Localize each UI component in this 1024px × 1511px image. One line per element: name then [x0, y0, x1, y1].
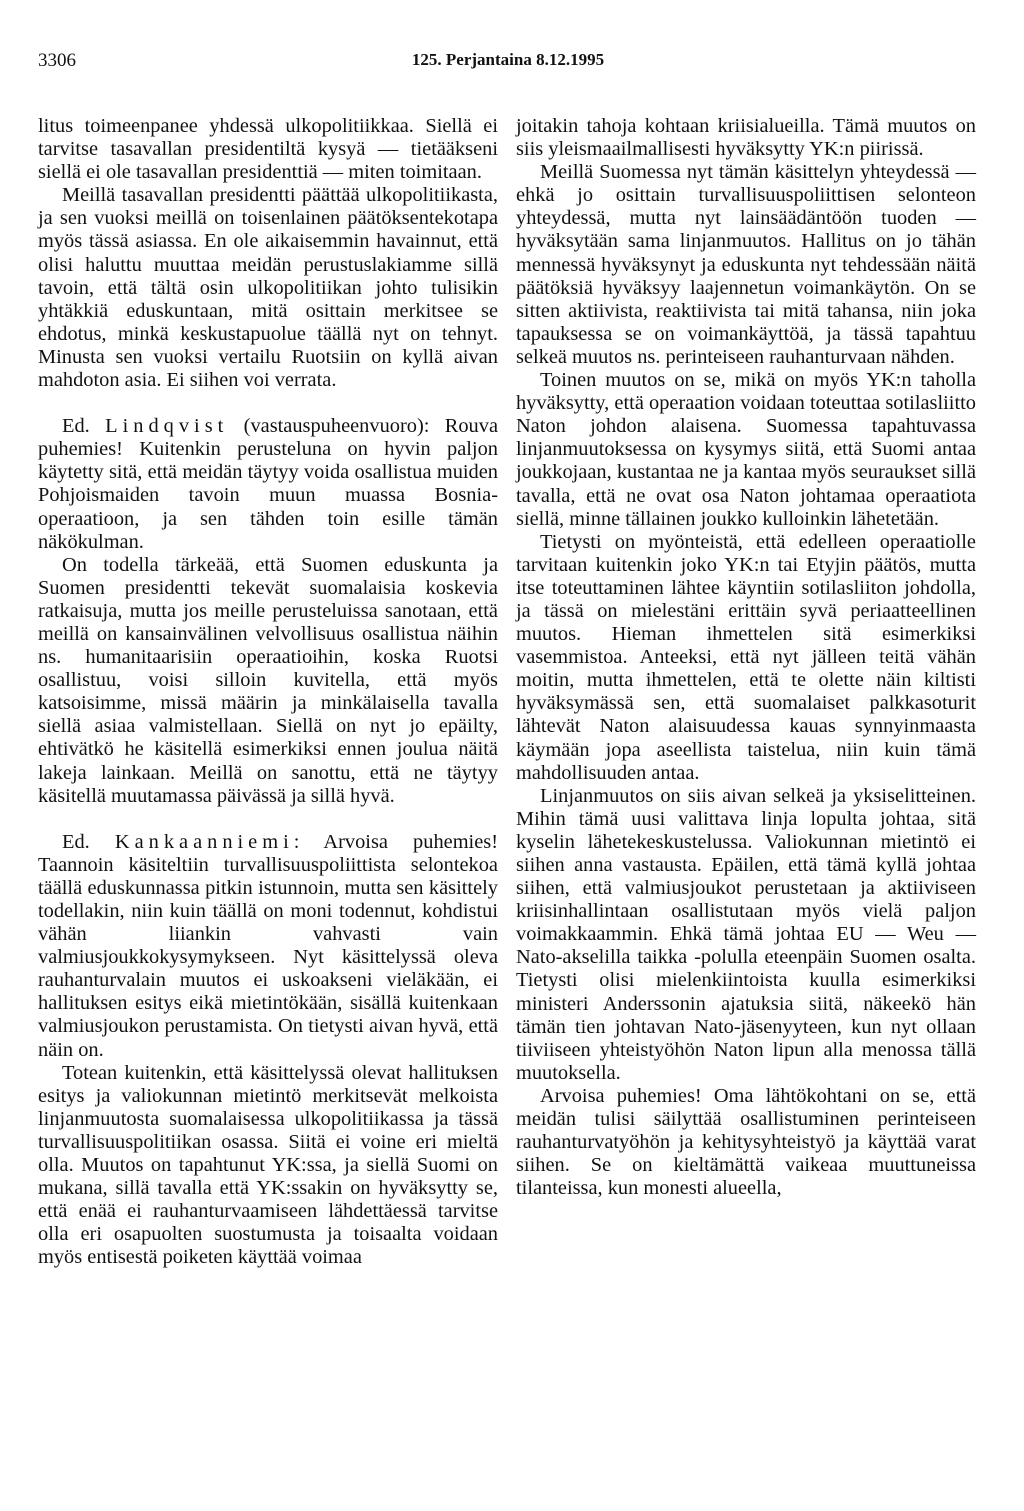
right-column — [516, 115, 976, 1200]
left-column — [38, 115, 498, 1270]
paragraph: litus toimeenpanee yhdessä ulkopolitiikkaa. Siellä ei tarvitse tasavallan presidentiltä kysyä — tietääkseni siellä ei ole tasavallan presidenttiä — miten toimitaan. — [38, 115, 498, 184]
speaker-paragraph-lindqvist — [38, 415, 498, 554]
paragraph: Meillä tasavallan presidentti päättää ulkopolitiikasta, ja sen vuoksi meillä on toisenlainen päätöksentekotapa myös tässä asiassa. En ole aikaisemmin havainnut, että olisi haluttu muuttaa meidän perustuslakiamme sillä tavoin, että tältä osin ulkopolitiikan johto tulisikin yhtäkkiä eduskuntaan, mitä osittain merkitsee se ehdotus, minkä keskustapuolue täällä nyt on tehnyt. Minusta sen vuoksi vertailu Ruotsiin on kyllä aivan mahdoton asia. Ei siihen voi verrata. — [38, 184, 498, 392]
speaker-prefix: Ed. — [62, 415, 90, 438]
paragraph: joitakin tahoja kohtaan kriisialueilla. Tämä muutos on siis yleismaailmallisesti hyväksytty YK:n piirissä. — [516, 115, 976, 161]
paragraph: Linjanmuutos on siis aivan selkeä ja yksiselitteinen. Mihin tämä uusi valittava linja lopulta johtaa, sitä kyselin lähetekeskustelussa. Valiokunnan mietintö ei siihen anna vastausta. Epäilen, että tämä kyllä johtaa siihen, että valmiusjoukot perustetaan ja aktiiviseen kriisinhallintaan osallistutaan myös vielä paljon voimakkaammin. Ehkä tämä johtaa EU — Weu — Nato-akselilla taikka -polulla eteenpäin Suomen osalta. Tietysti olisi mielenkiintoista kuulla esimerkiksi ministeri Anderssonin ajatuksia siitä, näkeekö hän tämän tien johtavan Nato-jäsenyyteen, kun nyt ollaan tiiviiseen yhteistyöhön Naton lipun alla menossa tällä muutoksella. — [516, 784, 976, 1084]
paragraph: Meillä Suomessa nyt tämän käsittelyn yhteydessä — ehkä jo osittain turvallisuuspoliittisen selonteon yhteydessä, mutta nyt lainsäädäntöön tuoden — hyväksytään sama linjanmuutos. Hallitus on jo tähän mennessä hyväksynyt ja eduskunta nyt tehdessään näitä päätöksiä hyväksyy laajennetun voimankäytön. On se sitten aktiivista, reaktiivista tai mitä tahansa, niin joka tapauksessa se on voimankäyttöä, ja tässä tapahtuu selkeä muutos ns. perinteiseen rauhanturvaan nähden. — [516, 161, 976, 368]
speaker-paragraph-kankaanniemi — [38, 831, 498, 1062]
page-header — [38, 50, 978, 80]
session-title: 125. Perjantaina 8.12.1995 — [411, 50, 605, 69]
paragraph: Arvoisa puhemies! Oma lähtökohtani on se, että meidän tulisi säilyttää osallistuminen perinteiseen rauhanturvatyöhön ja kehitysyhteistyö ja käyttää varat siihen. Se on kieltämättä vaikeaa muuttuneissa tilanteissa, kun monesti alueella, — [516, 1084, 976, 1200]
speech-text: (vastauspuheenvuoro): Rouva puhemies! Kuitenkin perusteluna on hyvin paljon käytetty sitä, että meidän täytyy voida osallistua muiden Pohjoismaiden tavoin muun muassa Bosnia-operaatioon, ja sen tähden toin esille tämän näkökulman. — [38, 415, 498, 553]
paragraph: Totean kuitenkin, että käsittelyssä olevat hallituksen esitys ja valiokunnan mietintö merkitsevät melkoista linjanmuutosta suomalaisessa ulkopolitiikassa ja tässä turvallisuuspolitiikan osassa. Siitä ei voine eri mieltä olla. Muutos on tapahtunut YK:ssa, ja siellä Suomi on mukana, sillä tavalla että YK:ssakin on hyväksytty se, että enää ei rauhanturvaamiseen lähdettäessä tarvitse olla eri osapuolten suostumusta ja toisaalta voidaan myös entisestä poiketen käyttää voimaa — [38, 1061, 498, 1269]
speech-text: : Arvoisa puhemies! Taannoin käsiteltiin turvallisuuspoliittista selontekoa täällä eduskunnassa pitkin istunnoin, mutta sen käsittely todellakin, niin kuin täällä on moni todennut, kohdistui vähän liiankin vahvasti vain valmiusjoukkokysymykseen. Nyt käsittelyssä oleva rauhanturvalain muutos ei uskoakseni vieläkään, ei hallituksen esitys eikä mietintökään, sisällä kuitenkaan valmiusjoukon perustamista. On tietysti aivan hyvä, että näin on. — [38, 830, 498, 1061]
page-number: 3306 — [38, 50, 76, 71]
speaker-name: Kankaanniemi — [114, 830, 294, 853]
speaker-prefix: Ed. — [62, 830, 90, 853]
paragraph: Toinen muutos on se, mikä on myös YK:n taholla hyväksytty, että operaation voidaan toteuttaa sotilasliitto Naton johdon alaisena. Suomessa tapahtuvassa linjanmuutoksessa on kysymys siitä, että Suomi antaa joukkojaan, kustantaa ne ja kantaa myös seuraukset sillä tavalla, että ne ovat osa Naton johtamaa operaatiota siellä, minne tällainen joukko kulloinkin lähetetään. — [516, 369, 976, 530]
speaker-name: Lindqvist — [105, 415, 229, 438]
paragraph: Tietysti on myönteistä, että edelleen operaatiolle tarvitaan kuitenkin joko YK:n tai Etyjin päätös, mutta itse toteuttaminen lähtee käyntiin sotilasliiton johdolla, ja tässä on mielestäni erittäin syvä periaatteellinen muutos. Hieman ihmettelen sitä esimerkiksi vasemmistoa. Anteeksi, että nyt jälleen teitä vähän moitin, mutta ihmettelen, että te olette näin kiltisti hyväksymässä sen, että suomalaiset palkkasoturit lähtevät Naton alaisuudessa kauas synnyinmaasta käymään jopa aseellista taistelua, niin kuin tämä mahdollisuuden antaa. — [516, 530, 976, 784]
paragraph: On todella tärkeää, että Suomen eduskunta ja Suomen presidentti tekevät suomalaisia koskevia ratkaisuja, mutta jos meille perusteluissa sanotaan, että meillä on kansainvälinen velvollisuus osallistua näihin ns. humanitaarisiin operaatioihin, koska Ruotsi osallistuu, voisi silloin kuvitella, että myös katsoisimme, missä määrin ja minkälaisella tavalla siellä asiaa valmistellaan. Siellä on nyt jo epäilty, ehtivätkö he käsitellä esimerkiksi ennen joulua näitä lakeja lainkaan. Meillä on sanottu, että ne täytyy käsitellä muutamassa päivässä ja sillä hyvä. — [38, 553, 498, 807]
